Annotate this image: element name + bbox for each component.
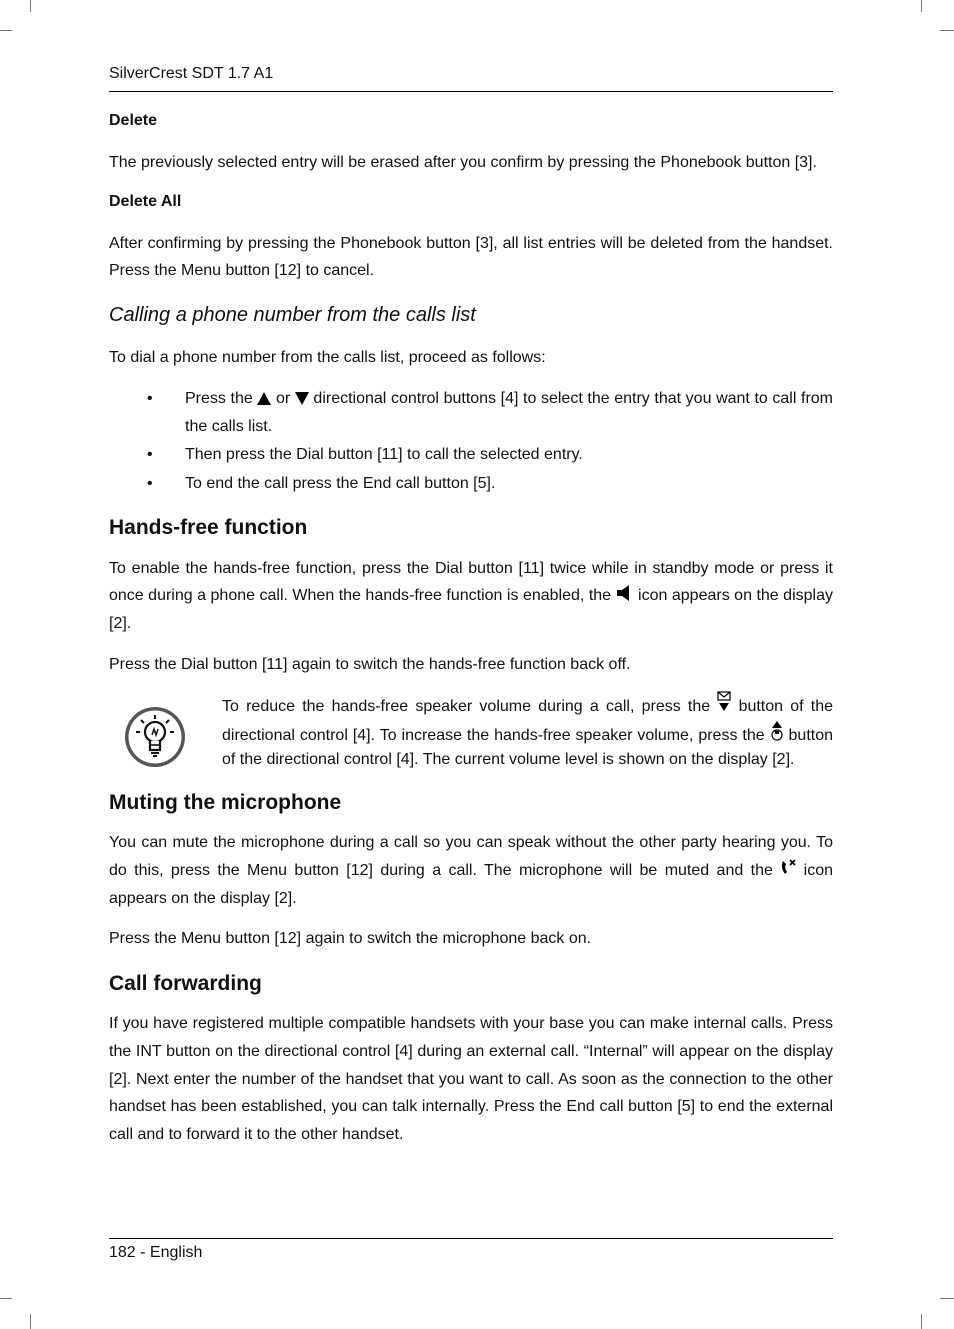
delete-text: The previously selected entry will be erased after you confirm by pressing the Phonebook button [3]. — [109, 154, 817, 171]
crop-mark — [0, 30, 12, 31]
crop-mark — [0, 1298, 12, 1299]
calling-intro: To dial a phone number from the calls list, proceed as follows: — [109, 349, 546, 367]
tip-text-middle: button of the directional control [4]. To increase the hands-free speaker volume, press the — [222, 698, 834, 744]
muting-off-text: Press the Menu button [12] again to switch the microphone back on. — [109, 930, 592, 948]
lightbulb-icon — [123, 705, 187, 769]
delete-all-text: After confirming by pressing the Phonebook button [3], all list entries will be deleted from the handset. Press the Menu button [12] to cancel. — [109, 234, 833, 280]
header-rule — [109, 91, 833, 92]
handsfree-text — [109, 555, 833, 638]
envelope-down-icon — [717, 691, 731, 713]
bullet-dot: • — [147, 446, 153, 464]
tip-text-start: To reduce the hands-free speaker volume during a call, press the — [222, 698, 711, 716]
muting-text-end: icon appears on the display [2]. — [109, 862, 834, 907]
crop-mark — [940, 1298, 954, 1299]
calling-steps — [109, 385, 833, 498]
step-text-start: Press the — [185, 389, 253, 407]
crop-mark — [921, 0, 922, 12]
phonebook-up-icon — [770, 720, 784, 742]
step-text: Then press the Dial button [11] to call the selected entry. — [185, 446, 583, 464]
down-triangle-icon — [295, 392, 309, 405]
calling-heading: Calling a phone number from the calls list — [109, 304, 476, 327]
footer-rule — [109, 1238, 833, 1239]
handsfree-off-text: Press the Dial button [11] again to switch the hands-free function back off. — [109, 655, 631, 673]
bullet-dot: • — [147, 474, 153, 492]
handsfree-text-end: icon appears on the display [2]. — [109, 587, 833, 633]
bullet-dot: • — [147, 389, 153, 407]
page-footer: 182 - English — [109, 1244, 203, 1261]
crop-mark — [940, 30, 954, 31]
handsfree-heading: Hands-free function — [109, 515, 308, 539]
step-text-or: or — [275, 389, 291, 407]
crop-mark — [30, 0, 31, 12]
crop-mark — [921, 1314, 922, 1329]
muting-text — [109, 829, 833, 912]
step-text-end: directional control buttons [4] to select the entry that you want to call from the calls list. — [185, 389, 834, 435]
forwarding-text: If you have registered multiple compatible handsets with your base you can make internal calls. Press the INT button on the directional control [4] during an external call. “Internal” will appear on the display [2]. Next enter the number of the handset that you want to call. As soon as the connection to the other handset has been established, you can talk internally. Press the End call button [5] to end the external call and to forward it to the other handset. — [109, 1015, 833, 1143]
list-item — [109, 441, 833, 469]
page-content — [109, 110, 833, 1149]
tip-text — [222, 691, 833, 772]
speaker-icon — [616, 584, 634, 602]
forwarding-heading: Call forwarding — [109, 972, 262, 996]
up-triangle-icon — [257, 392, 271, 405]
muting-text-start: You can mute the microphone during a call so you can speak without the other party hearing you. To do this, press the Menu button [12] during a call. The microphone will be muted and the — [109, 834, 833, 880]
delete-all-heading: Delete All — [109, 192, 182, 210]
tip-text-end: button of the directional control [4]. The current volume level is shown on the display [2]. — [222, 726, 833, 769]
muting-heading: Muting the microphone — [109, 791, 342, 815]
crop-mark — [30, 1314, 31, 1329]
page-header: SilverCrest SDT 1.7 A1 — [109, 65, 274, 82]
tip-note — [109, 691, 833, 772]
handsfree-text-start: To enable the hands-free function, press the Dial button [11] twice while in standby mode or press it once during a phone call. When the hands-free function is enabled, the — [109, 559, 833, 605]
step-text: To end the call press the End call button [5]. — [185, 474, 496, 492]
list-item — [109, 470, 833, 498]
delete-heading: Delete — [109, 112, 158, 129]
mute-phone-icon — [780, 859, 796, 877]
list-item — [109, 385, 833, 440]
